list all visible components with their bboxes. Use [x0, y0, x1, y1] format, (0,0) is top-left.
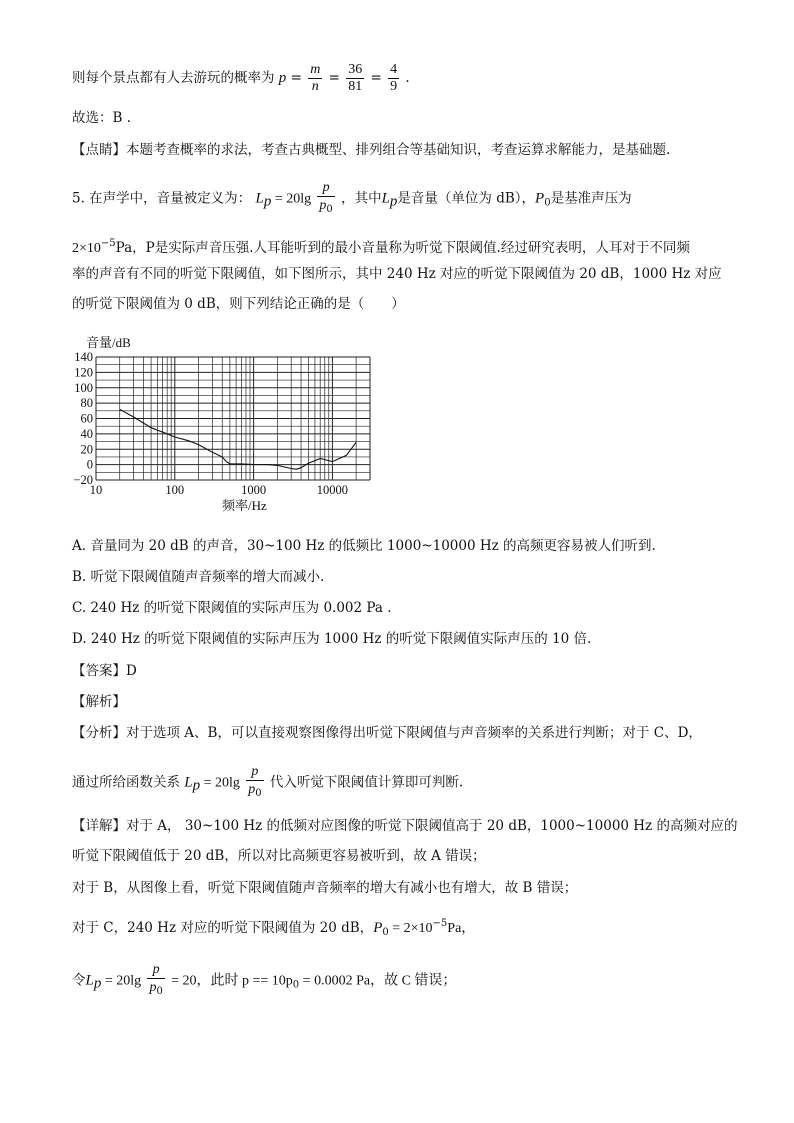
y-tick-label: 100: [74, 380, 93, 395]
detail-line-2: 听觉下限阈值低于 20 dB，所以对比高频更容易被听到，故 A 错误；: [72, 848, 486, 864]
answer-line: 【答案】D: [72, 663, 137, 679]
option-b: B. 听觉下限阈值随声音频率的增大而减小.: [72, 569, 325, 585]
x-tick-label: 1000: [241, 483, 267, 497]
y-tick-label: 140: [74, 350, 93, 364]
option-a: A. 音量同为 20 dB 的声音，30~100 Hz 的低频比 1000~10000 Hz 的高频更容易被人们听到.: [72, 538, 656, 554]
analysis-line-2: 通过所给函数关系 $L_p = 20\lg$ $\frac{p}{p_0}$ 代入听觉下限阈值计算即可判断.: [72, 764, 463, 802]
y-tick-label: 60: [80, 411, 93, 426]
chart-y-label: 音量/dB: [86, 335, 131, 350]
x-tick-label: 10000: [316, 483, 349, 497]
text-line-question: 的听觉下限阈值为 0 dB，则下列结论正确的是（ ）: [72, 296, 405, 312]
analysis-heading: 【解析】: [72, 694, 126, 710]
text-line-dianjing: 【点睛】本题考查概率的求法，考查古典概型、排列组合等基础知识，考查运算求解能力，是基础题.: [72, 142, 671, 158]
y-tick-label: −20: [73, 473, 93, 487]
analysis-line-1: 【分析】对于选项 A、B，可以直接观察图像得出听觉下限阈值与声音频率的关系进行判断；对于 C、D，: [72, 725, 702, 741]
fraction-m-over-n: $\frac{m}{n}$: [310, 62, 321, 94]
text-line-problem5: 5. 在声学中，音量被定义为： $L_p = 20\lg$ $\frac{p}{p_0}$ ，其中$L_p$是音量（单位为 dB），$P_0$是基准声压为: [72, 180, 632, 218]
fraction-p-over-p0: $\frac{p}{p_0}$: [319, 180, 333, 215]
y-tick-label: 120: [74, 365, 93, 380]
option-c: C. 240 Hz 的听觉下限阈值的实际声压为 0.002 Pa .: [72, 600, 392, 616]
y-tick-label: 40: [80, 426, 93, 441]
y-tick-label: 20: [80, 442, 93, 457]
text-line-threshold: 率的声音有不同的听觉下限阈值，如下图所示，其中 240 Hz 对应的听觉下限阈值为 20 dB，1000 Hz 对应: [72, 266, 722, 282]
text-line-probability: 则每个景点都有人去游玩的概率为 p = $\frac{m}{n}$ = $\frac{36}{81}$ = $\frac{4}{9}$ .: [72, 62, 410, 94]
text-line-pa: $2\times 10^{-5}Pa$，P是实际声音压强.人耳能听到的最小音量称为听觉下限阈值.经过研究表明，人耳对于不同频: [72, 238, 690, 256]
y-tick-label: 80: [80, 396, 93, 411]
chart-y-ticks: [73, 350, 93, 487]
hearing-threshold-chart: [64, 330, 384, 515]
fraction-4-9: $\frac{4}{9}$: [390, 62, 398, 94]
fraction-p-over-p0-3: $\frac{p}{p_0}$: [149, 962, 163, 997]
chart-x-label: 频率/Hz: [222, 498, 267, 513]
x-tick-label: 100: [165, 483, 185, 497]
detail-line-1: 【详解】对于 A， 30~100 Hz 的低频对应图像的听觉下限阈值高于 20 dB，1000~10000 Hz 的高频对应的: [72, 818, 738, 834]
detail-line-4: 对于 C，240 Hz 对应的听觉下限阈值为 20 dB，$P_0 = 2\times 10^{-5}Pa$，: [72, 918, 476, 938]
chart-x-ticks: [90, 483, 348, 497]
detail-line-5: 令$L_p = 20\lg$ $\frac{p}{p_0}$ = 20，此时 $p == 10p_0 = 0.0002$ Pa，故 C 错误；: [72, 962, 456, 1000]
fraction-p-over-p0-2: $\frac{p}{p_0}$: [248, 764, 262, 799]
fraction-36-81: $\frac{36}{81}$: [348, 62, 363, 94]
x-tick-label: 10: [89, 483, 103, 497]
option-d: D. 240 Hz 的听觉下限阈值的实际声压为 1000 Hz 的听觉下限阈值实际声压的 10 倍.: [72, 631, 592, 647]
detail-line-3: 对于 B，从图像上看，听觉下限阈值随声音频率的增大有减小也有增大，故 B 错误；: [72, 880, 578, 896]
text-line-choice: 故选：B .: [72, 110, 132, 126]
y-tick-label: 0: [86, 457, 93, 472]
